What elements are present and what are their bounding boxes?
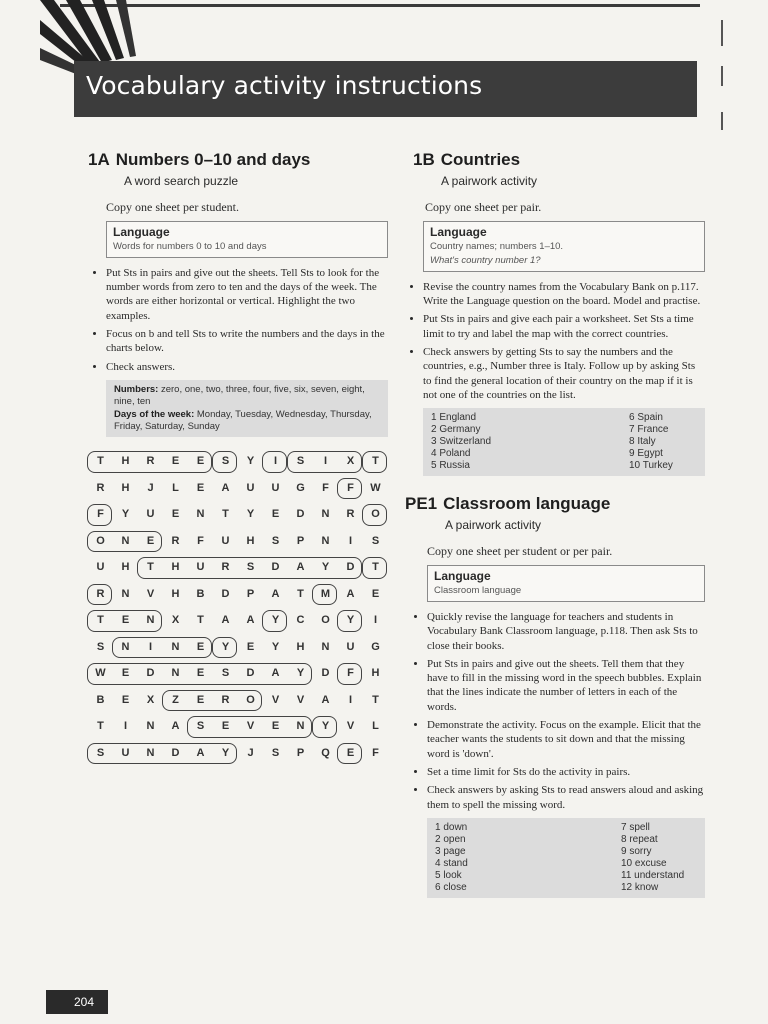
grid-letter: H: [121, 481, 130, 494]
grid-letter: E: [146, 534, 155, 547]
section-subtitle: A word search puzzle: [124, 174, 239, 188]
grid-letter: Y: [246, 455, 255, 468]
grid-letter: H: [296, 640, 305, 653]
found-word-outline: [187, 716, 312, 738]
days-answers: Monday, Tuesday, Wednesday, Thursday, Friday, Saturday, Sunday: [114, 408, 372, 432]
section-code: PE1: [405, 494, 438, 514]
grid-letter: I: [123, 720, 128, 733]
section-heading: [88, 150, 388, 170]
grid-letter: P: [296, 534, 305, 547]
margin-rule: [721, 112, 723, 130]
grid-letter: S: [221, 455, 230, 468]
grid-letter: A: [171, 720, 180, 733]
grid-letter: S: [246, 561, 255, 574]
grid-letter: D: [146, 667, 155, 680]
section-1a: [88, 150, 388, 437]
grid-letter: N: [171, 640, 180, 653]
grid-letter: V: [296, 693, 305, 706]
grid-letter: A: [246, 614, 255, 627]
grid-letter: F: [347, 667, 354, 680]
grid-letter: G: [296, 481, 305, 494]
language-box: [423, 221, 705, 272]
grid-letter: H: [121, 561, 130, 574]
page-number-tab: [46, 990, 108, 1014]
instruction-item: • Put Sts in pairs and give each pair a worksheet. Set Sts a time limit to try and label the map with the correct countries.: [423, 312, 705, 341]
numbers-label: Numbers:: [114, 383, 159, 395]
found-word-outline: [287, 451, 362, 473]
grid-letter: U: [96, 561, 105, 574]
grid-letter: T: [297, 587, 304, 600]
grid-letter: L: [372, 720, 379, 733]
grid-letter: R: [346, 508, 355, 521]
grid-letter: J: [147, 481, 154, 494]
language-heading: Language: [430, 225, 487, 239]
grid-letter: Y: [246, 508, 255, 521]
answer-key: [106, 380, 388, 437]
grid-letter: R: [221, 561, 230, 574]
found-word-outline: [337, 478, 362, 500]
grid-letter: S: [96, 640, 105, 653]
found-word-outline: [312, 584, 337, 606]
section-title: Classroom language: [443, 494, 611, 514]
grid-letter: N: [171, 667, 180, 680]
grid-letter: H: [171, 561, 180, 574]
grid-letter: H: [371, 667, 380, 680]
instruction-item: • Put Sts in pairs and give out the sheets. Tell them that they have to fill in the missing word in the speech bubbles. Explain that the lines indicate the number of letters in each of the words.: [427, 657, 705, 714]
grid-letter: S: [221, 667, 230, 680]
grid-letter: G: [371, 640, 380, 653]
language-box: [427, 565, 705, 602]
grid-letter: E: [121, 667, 130, 680]
instruction-item: • Check answers.: [106, 360, 388, 374]
section-subtitle: A pairwork activity: [441, 174, 538, 188]
grid-letter: Y: [271, 614, 280, 627]
grid-letter: H: [171, 587, 180, 600]
grid-letter: I: [373, 614, 378, 627]
grid-letter: T: [372, 693, 379, 706]
answer-item: 1 down: [435, 821, 468, 833]
grid-letter: F: [372, 746, 379, 759]
answer-item: 9 Egypt: [629, 448, 663, 460]
grid-letter: Y: [221, 746, 230, 759]
instruction-item: • Check answers by getting Sts to say the numbers and the countries, e.g., Number three is Italy. Follow up by asking Sts to find the general location of their country on the map if it is not one of the countries on the list.: [423, 345, 705, 402]
instruction-list: [88, 266, 388, 374]
answer-item: 4 stand: [435, 857, 468, 869]
grid-letter: O: [246, 693, 255, 706]
answers-right-column: [569, 412, 697, 472]
found-word-outline: [87, 663, 312, 685]
found-word-outline: [112, 637, 212, 659]
grid-letter: A: [346, 587, 355, 600]
grid-letter: D: [271, 561, 280, 574]
grid-letter: N: [196, 508, 205, 521]
grid-letter: U: [121, 746, 130, 759]
title-bar: [74, 61, 697, 117]
grid-letter: T: [197, 614, 204, 627]
grid-letter: A: [221, 481, 230, 494]
answer-item: 7 France: [629, 424, 669, 436]
grid-letter: F: [347, 481, 354, 494]
grid-letter: U: [196, 561, 205, 574]
grid-letter: F: [197, 534, 204, 547]
grid-letter: Y: [221, 640, 230, 653]
found-word-outline: [137, 557, 362, 579]
grid-letter: R: [221, 693, 230, 706]
answer-item: 4 Poland: [431, 448, 471, 460]
grid-letter: B: [96, 693, 105, 706]
grid-letter: D: [321, 667, 330, 680]
grid-letter: O: [321, 614, 330, 627]
grid-letter: U: [346, 640, 355, 653]
grid-letter: S: [371, 534, 380, 547]
section-code: 1B: [413, 150, 435, 169]
found-word-outline: [87, 584, 112, 606]
grid-letter: U: [246, 481, 255, 494]
grid-letter: A: [221, 614, 230, 627]
grid-letter: V: [146, 587, 155, 600]
grid-letter: N: [321, 508, 330, 521]
answers-left-column: [431, 412, 559, 472]
grid-row: [88, 501, 388, 528]
grid-letter: W: [95, 667, 106, 680]
grid-letter: E: [271, 720, 280, 733]
grid-letter: Y: [271, 640, 280, 653]
grid-letter: E: [196, 455, 205, 468]
grid-letter: B: [196, 587, 205, 600]
found-word-outline: [312, 716, 337, 738]
found-word-outline: [212, 637, 237, 659]
found-word-outline: [362, 557, 387, 579]
grid-letter: D: [296, 508, 305, 521]
section-title: Numbers 0–10 and days: [115, 150, 311, 169]
grid-letter: A: [321, 693, 330, 706]
language-heading: Language: [434, 569, 491, 584]
grid-letter: A: [196, 746, 205, 759]
grid-letter: N: [296, 720, 305, 733]
answer-item: 10 excuse: [621, 857, 667, 869]
section-title: Countries: [440, 150, 521, 169]
found-word-outline: [337, 663, 362, 685]
grid-letter: I: [348, 693, 353, 706]
grid-letter: F: [322, 481, 329, 494]
answers-left-column: [435, 822, 561, 894]
instruction-list: [405, 280, 705, 402]
grid-letter: N: [321, 534, 330, 547]
grid-letter: R: [146, 455, 155, 468]
answer-item: 2 Germany: [431, 424, 481, 436]
grid-letter: N: [121, 587, 130, 600]
grid-letter: V: [271, 693, 280, 706]
grid-letter: S: [296, 455, 305, 468]
grid-letter: N: [146, 614, 155, 627]
answer-key: [427, 818, 705, 898]
grid-letter: Y: [121, 508, 130, 521]
grid-letter: T: [372, 561, 379, 574]
grid-letter: T: [97, 720, 104, 733]
instruction-item: • Put Sts in pairs and give out the sheets. Tell Sts to look for the number words from zero to ten and the days of the week. The words are either horizontal or vertical. Highlight the two examples.: [106, 266, 388, 323]
grid-letter: A: [296, 561, 305, 574]
margin-rule: [721, 20, 723, 46]
grid-letter: C: [296, 614, 305, 627]
answer-item: 3 page: [435, 845, 466, 857]
grid-letter: E: [171, 455, 180, 468]
grid-letter: U: [271, 481, 280, 494]
grid-letter: X: [171, 614, 180, 627]
answer-item: 10 Turkey: [629, 460, 673, 472]
found-word-outline: [262, 451, 287, 473]
found-word-outline: [87, 504, 112, 526]
grid-letter: R: [96, 587, 105, 600]
grid-letter: E: [221, 720, 230, 733]
grid-letter: E: [271, 508, 280, 521]
grid-letter: O: [371, 508, 380, 521]
grid-letter: Q: [321, 746, 330, 759]
answer-item: 3 Switzerland: [431, 436, 492, 448]
answer-item: 8 Italy: [629, 436, 656, 448]
answer-item: 6 close: [435, 881, 467, 893]
word-search-grid: [88, 448, 388, 759]
answers-right-column: [571, 822, 697, 894]
grid-letter: L: [172, 481, 179, 494]
grid-letter: Y: [296, 667, 305, 680]
found-word-outline: [262, 610, 287, 632]
answer-item: 11 understand: [621, 869, 685, 881]
grid-letter: T: [97, 614, 104, 627]
grid-letter: R: [171, 534, 180, 547]
grid-letter: S: [96, 746, 105, 759]
answer-key: [423, 408, 705, 476]
grid-letter: Y: [321, 720, 330, 733]
grid-letter: H: [121, 455, 130, 468]
grid-letter: U: [221, 534, 230, 547]
grid-letter: H: [246, 534, 255, 547]
found-word-outline: [87, 743, 237, 765]
grid-letter: J: [247, 746, 254, 759]
section-heading: [413, 150, 705, 170]
grid-letter: I: [148, 640, 153, 653]
grid-letter: D: [246, 667, 255, 680]
found-word-outline: [162, 690, 262, 712]
answer-item: 9 sorry: [621, 845, 652, 857]
grid-letter: T: [372, 455, 379, 468]
grid-row: [88, 581, 388, 608]
grid-letter: U: [146, 508, 155, 521]
grid-letter: E: [121, 693, 130, 706]
answer-item: 12 know: [621, 881, 659, 893]
grid-letter: I: [348, 534, 353, 547]
found-word-outline: [87, 610, 162, 632]
grid-letter: V: [246, 720, 255, 733]
grid-letter: D: [346, 561, 355, 574]
language-body: Words for numbers 0 to 10 and days: [113, 241, 267, 252]
answer-item: 7 spell: [621, 821, 650, 833]
grid-letter: D: [221, 587, 230, 600]
grid-letter: E: [196, 481, 205, 494]
numbers-answers: zero, one, two, three, four, five, six, seven, eight, nine, ten: [114, 383, 365, 408]
grid-letter: A: [271, 667, 280, 680]
language-body: Country names; numbers 1–10.: [430, 241, 564, 252]
language-box: [106, 221, 388, 258]
language-heading: Language: [113, 225, 170, 239]
found-word-outline: [337, 743, 362, 765]
found-word-outline: [362, 451, 387, 473]
grid-letter: V: [346, 720, 355, 733]
grid-letter: I: [273, 455, 278, 468]
grid-letter: T: [147, 561, 154, 574]
grid-letter: T: [222, 508, 229, 521]
grid-letter: D: [171, 746, 180, 759]
grid-letter: S: [196, 720, 205, 733]
margin-rule: [721, 66, 723, 86]
grid-letter: Y: [346, 614, 355, 627]
instruction-item: • Set a time limit for Sts do the activity in pairs.: [427, 765, 705, 779]
answer-item: 8 repeat: [621, 833, 658, 845]
grid-letter: S: [271, 534, 280, 547]
found-word-outline: [337, 610, 362, 632]
instruction-item: • Quickly revise the language for teachers and students in Vocabulary Bank Classroom language, p.118. Then ask Sts to close their books.: [427, 610, 705, 653]
grid-letter: M: [320, 587, 331, 600]
copy-instruction: Copy one sheet per pair.: [425, 200, 542, 214]
section-code: 1A: [88, 150, 110, 169]
section-subtitle: A pairwork activity: [445, 518, 542, 533]
grid-letter: N: [321, 640, 330, 653]
section-1b: [405, 150, 705, 898]
answer-item: 6 Spain: [629, 412, 663, 424]
page-title: Vocabulary activity instructions: [86, 71, 483, 100]
instruction-item: • Check answers by asking Sts to read answers aloud and asking them to spell the missing word.: [427, 783, 705, 812]
grid-letter: W: [370, 481, 381, 494]
grid-letter: R: [96, 481, 105, 494]
instruction-item: • Focus on b and tell Sts to write the numbers and the days in the charts below.: [106, 327, 388, 356]
instruction-item: • Revise the country names from the Vocabulary Bank on p.117. Write the Language question on the board. Model and practise.: [423, 280, 705, 309]
grid-letter: E: [171, 508, 180, 521]
grid-letter: S: [271, 746, 280, 759]
found-word-outline: [212, 451, 237, 473]
answer-item: 1 England: [431, 412, 477, 424]
grid-letter: P: [246, 587, 255, 600]
copy-instruction: Copy one sheet per student or per pair.: [427, 544, 613, 559]
grid-letter: Y: [321, 561, 330, 574]
language-body: Classroom language: [434, 585, 522, 597]
answer-item: 5 Russia: [431, 460, 470, 472]
grid-letter: E: [371, 587, 380, 600]
grid-letter: E: [196, 693, 205, 706]
grid-letter: E: [246, 640, 255, 653]
grid-letter: X: [146, 693, 155, 706]
grid-letter: F: [97, 508, 104, 521]
grid-letter: N: [121, 640, 130, 653]
instruction-list: [405, 610, 705, 812]
found-word-outline: [362, 504, 387, 526]
grid-letter: N: [146, 720, 155, 733]
found-word-outline: [87, 451, 212, 473]
grid-letter: N: [146, 746, 155, 759]
grid-letter: E: [121, 614, 130, 627]
grid-letter: Z: [172, 693, 179, 706]
section-heading: [405, 494, 705, 514]
grid-letter: I: [323, 455, 328, 468]
grid-letter: A: [271, 587, 280, 600]
answer-item: 5 look: [435, 869, 462, 881]
page-number: 204: [74, 995, 95, 1009]
grid-letter: T: [97, 455, 104, 468]
grid-letter: E: [196, 667, 205, 680]
grid-letter: O: [96, 534, 105, 547]
language-question: What's country number 1?: [430, 254, 541, 266]
copy-instruction: Copy one sheet per student.: [106, 200, 239, 214]
grid-letter: E: [196, 640, 205, 653]
instruction-item: • Demonstrate the activity. Focus on the example. Elicit that the teacher wants the students to sit down and that the missing word is 'down'.: [427, 718, 705, 761]
answer-item: 2 open: [435, 833, 466, 845]
grid-letter: P: [296, 746, 305, 759]
found-word-outline: [87, 531, 162, 553]
grid-letter: X: [346, 455, 355, 468]
grid-letter: E: [346, 746, 355, 759]
grid-letter: N: [121, 534, 130, 547]
days-label: Days of the week:: [114, 408, 195, 420]
